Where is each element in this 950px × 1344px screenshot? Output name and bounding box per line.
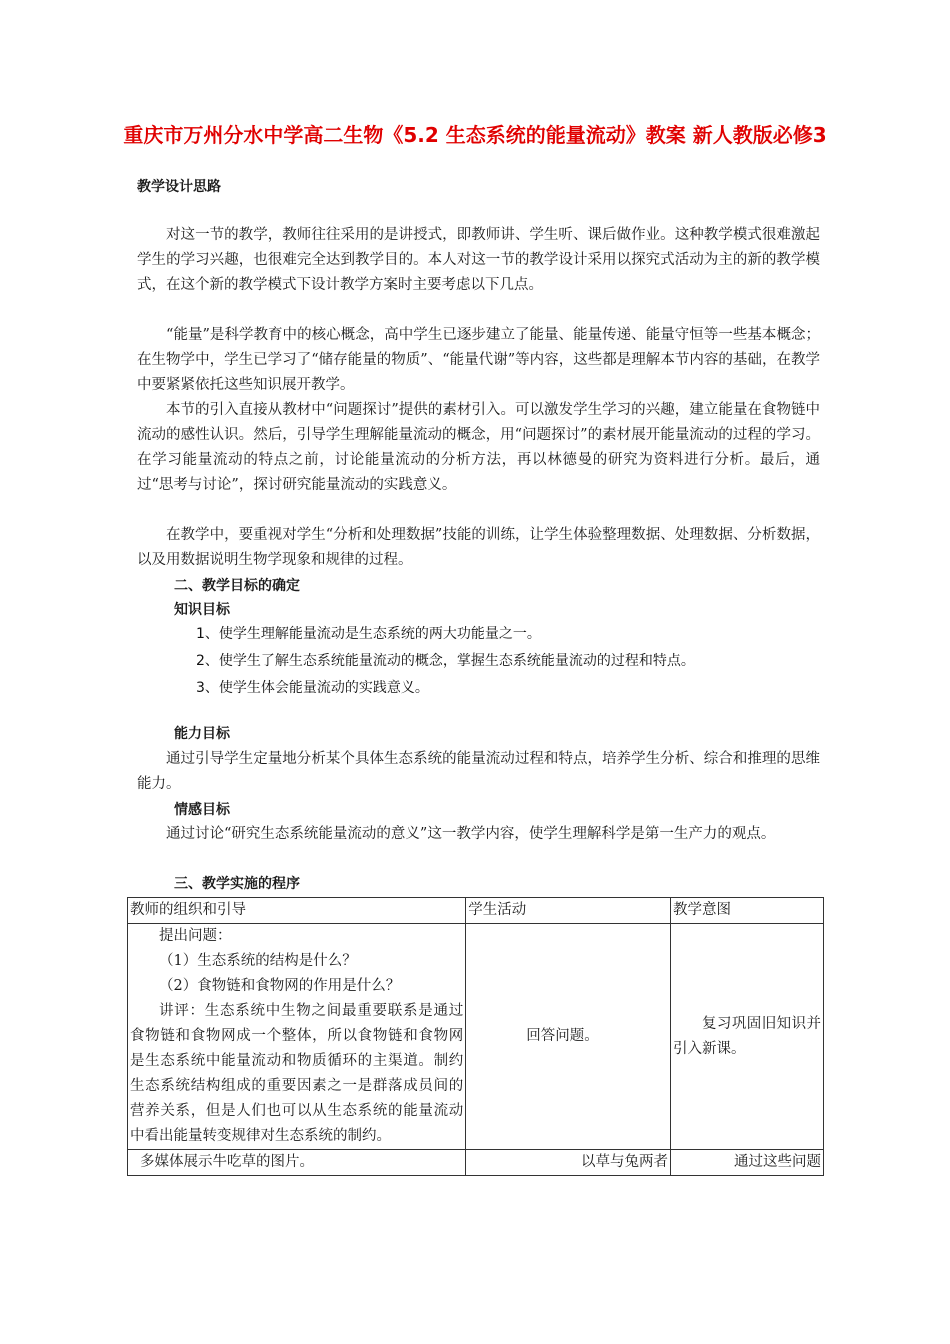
- knowledge-item-2: 2、使学生了解生态系统能量流动的概念，掌握生态系统能量流动的过程和特点。: [196, 653, 695, 669]
- design-paragraph-3: 本节的引入直接从教材中“问题探讨”提供的素材引入。可以激发学生学习的兴趣，建立能量在食物链中流动的感性认识。然后，引导学生理解能量流动的概念，用“问题探讨”的素材展开能量流动的过程的学习。在学习能量流动的特点之前，讨论能量流动的分析方法，再以林德曼的研究为资料进行分析。最后，通过“思考与讨论”，探讨研究能量流动的实践意义。: [137, 402, 820, 493]
- teacher-cell: [128, 924, 466, 1150]
- section-design-heading: 教学设计思路: [137, 179, 221, 195]
- knowledge-item-3: 3、使学生体会能量流动的实践意义。: [196, 680, 429, 696]
- table-row: [128, 1150, 824, 1176]
- ability-goals-heading: 能力目标: [174, 726, 230, 742]
- section-procedure-heading: 三、教学实施的程序: [174, 876, 300, 892]
- teacher-line: （2）食物链和食物网的作用是什么？: [159, 978, 401, 994]
- teacher-cell: 多媒体展示牛吃草的图片。: [128, 1150, 466, 1176]
- intent-text: 复习巩固旧知识并引入新课。: [672, 1015, 821, 1057]
- student-cell: 回答问题。: [466, 924, 671, 1150]
- section-goals-heading: 二、教学目标的确定: [174, 578, 300, 594]
- design-paragraph-1: 对这一节的教学，教师往往采用的是讲授式，即教师讲、学生听、课后做作业。这种教学模式很难激起学生的学习兴趣，也很难完全达到教学目的。本人对这一节的教学设计采用以探究式活动为主的新的教学模式，在这个新的教学模式下设计教学方案时主要考虑以下几点。: [137, 227, 820, 293]
- knowledge-goals-heading: 知识目标: [174, 602, 230, 618]
- header-teacher: 教师的组织和引导: [128, 898, 466, 924]
- teacher-line: 讲评：生态系统中生物之间最重要联系是通过食物链和食物网成一个整体，所以食物链和食物网是生态系统中能量流动和物质循环的主渠道。制约生态系统结构组成的重要因素之一是群落成员间的营养关系，但是人们也可以从生态系统的能量流动中看出能量转变规律对生态系统的制约。: [130, 1003, 464, 1144]
- document-title: 重庆市万州分水中学高二生物《5.2 生态系统的能量流动》教案 新人教版必修3: [123, 123, 827, 147]
- intent-cell: [670, 924, 823, 1150]
- design-paragraph-4: 在教学中，要重视对学生“分析和处理数据”技能的训练，让学生体验整理数据、处理数据、分析数据，以及用数据说明生物学现象和规律的过程。: [137, 527, 820, 568]
- intent-cell: 通过这些问题: [670, 1150, 823, 1176]
- header-student: 学生活动: [466, 898, 671, 924]
- table-row: [128, 924, 824, 1150]
- student-cell: 以草与兔两者: [466, 1150, 671, 1176]
- emotion-goals-heading: 情感目标: [174, 802, 230, 818]
- header-intent: 教学意图: [670, 898, 823, 924]
- table-header-row: [128, 898, 824, 924]
- teacher-line: （1）生态系统的结构是什么？: [159, 953, 357, 969]
- teacher-line: 提出问题：: [159, 928, 232, 944]
- knowledge-item-1: 1、使学生理解能量流动是生态系统的两大功能量之一。: [196, 626, 541, 642]
- procedure-table: [127, 897, 824, 1176]
- ability-goals-text: 通过引导学生定量地分析某个具体生态系统的能量流动过程和特点，培养学生分析、综合和推理的思维能力。: [137, 751, 820, 792]
- design-paragraph-2: “能量”是科学教育中的核心概念，高中学生已逐步建立了能量、能量传递、能量守恒等一些基本概念；在生物学中，学生已学习了“储存能量的物质”、“能量代谢”等内容，这些都是理解本节内容的基础，在教学中要紧紧依托这些知识展开教学。: [137, 327, 820, 393]
- emotion-goals-text: 通过讨论“研究生态系统能量流动的意义”这一教学内容，使学生理解科学是第一生产力的观点。: [166, 826, 776, 842]
